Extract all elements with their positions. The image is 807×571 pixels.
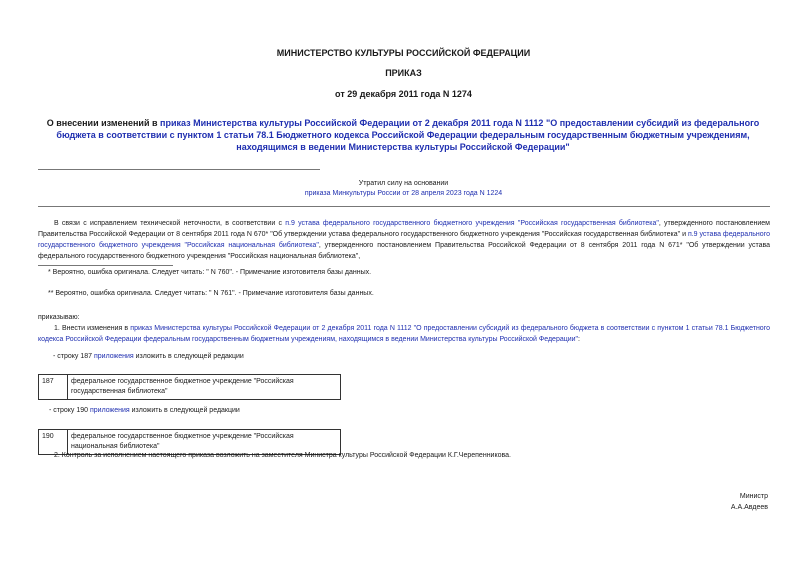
document-type: ПРИКАЗ	[385, 68, 422, 78]
row-190-instruction	[49, 407, 240, 414]
order-label: приказываю:	[38, 314, 80, 321]
signature-name: А.А.Авдеев	[730, 504, 768, 511]
preamble-text: В связи с исправлением технической неточности, в соответствии с	[54, 220, 286, 227]
preamble-text: и	[680, 231, 688, 238]
footnote-divider	[38, 265, 173, 266]
row-190-suffix: изложить в следующей редакции	[129, 407, 240, 414]
table-row-187	[38, 374, 341, 400]
divider	[38, 206, 770, 207]
lost-force-basis-link[interactable]: приказа Минкультуры России от 28 апреля 2023 года N 1224	[304, 190, 503, 197]
institution-cell: федеральное государственное бюджетное учреждение "Российская национальная библиотека"	[68, 430, 341, 455]
divider	[38, 169, 320, 170]
document-date-number: от 29 декабря 2011 года N 1274	[335, 89, 472, 99]
appendix-link[interactable]: приложения	[93, 353, 134, 360]
order-item-2: 2. Контроль за исполнением настоящего приказа возложить на заместителя Министра культуры Российской Федерации К.Г.Черепенникова.	[54, 452, 511, 459]
ministry-heading: МИНИСТЕРСТВО КУЛЬТУРЫ РОССИЙСКОЙ ФЕДЕРАЦИИ	[276, 48, 531, 58]
row-187-suffix: изложить в следующей редакции	[133, 353, 244, 360]
order-item-1-prefix: 1. Внести изменения в	[54, 325, 131, 332]
row-187-instruction	[53, 353, 244, 360]
footnote-2: ** Вероятно, ошибка оригинала. Следует читать: " N 761". - Примечание изготовителя базы данных.	[48, 290, 374, 297]
row-190-prefix: - строку 190	[49, 407, 90, 414]
table-row	[39, 375, 341, 400]
charter-link-rnb[interactable]: п.9 устава федерального государственного бюджетного учреждения "Российская национальная библиотека"	[38, 231, 770, 249]
charter-link-rgb[interactable]: п.9 устава федерального государственного бюджетного учреждения "Российская государственная библиотека"	[285, 220, 659, 227]
preamble-paragraph	[38, 218, 770, 262]
row-187-prefix: - строку 187	[53, 353, 94, 360]
appendix-link[interactable]: приложения	[89, 407, 130, 414]
footnote-1: * Вероятно, ошибка оригинала. Следует читать: " N 760". - Примечание изготовителя базы данных.	[48, 269, 372, 276]
order-item-1	[38, 323, 770, 345]
signature-position: Министр	[739, 493, 768, 500]
subject-prefix: О внесении изменений в	[46, 118, 161, 128]
row-number-cell: 187	[39, 375, 68, 400]
subject-link[interactable]: приказ Министерства культуры Российской Федерации от 2 декабря 2011 года N 1112 "О предоставлении субсидий из федерального бюджета в соответствии с пунктом 1 статьи 78.1 Бюджетного кодекса Российской Федерации федеральным государственным бюджетным учреждениям, находящимся в ведении Министерства культуры Российской Федерации"	[56, 118, 760, 152]
institution-cell: федеральное государственное бюджетное учреждение "Российская государственная библиотека"	[68, 375, 341, 400]
preamble-text: , утвержденного постановлением Правительства Российской Федерации от 8 сентября 2011 года N 670* "Об утверждении устава федерального государственного бюджетного учреждения "Российская государственная библиотека"	[38, 220, 770, 238]
lost-force-note: Утратил силу на основании	[358, 180, 449, 187]
table-row	[39, 430, 341, 455]
document-subject	[38, 117, 768, 153]
preamble-text: , утвержденного постановлением Правительства Российской Федерации от 8 сентября 2011 года N 671* "Об утверждении устава федерального государственного бюджетного учреждения "Российская национальная библиотека",	[38, 242, 770, 260]
row-number-cell: 190	[39, 430, 68, 455]
order-1112-link[interactable]: приказ Министерства культуры Российской Федерации от 2 декабря 2011 года N 1112 "О предоставлении субсидий из федерального бюджета в соответствии с пунктом 1 статьи 78.1 Бюджетного кодекса Российской Федерации федеральным государственным бюджетным учреждениям, находящимся в ведении Министерства культуры Российской Федерации"	[38, 325, 770, 343]
order-item-1-suffix: :	[578, 336, 580, 343]
